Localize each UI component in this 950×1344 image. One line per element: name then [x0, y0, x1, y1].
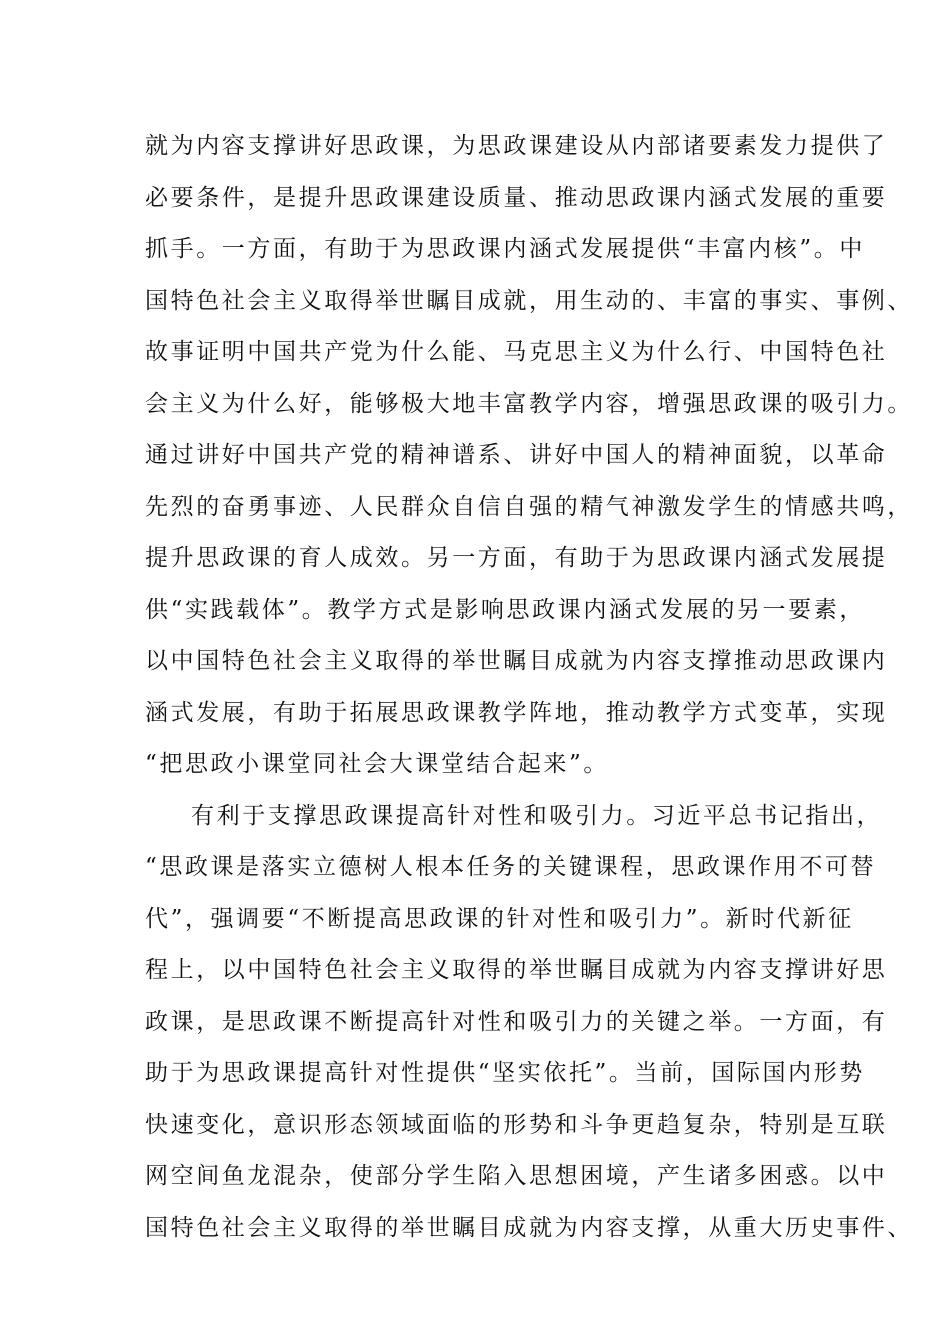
text-line: 政课，是思政课不断提高针对性和吸引力的关键之举。一方面，有	[145, 1008, 888, 1035]
text-line: 涵式发展，有助于拓展思政课教学阵地，推动教学方式变革，实现	[145, 699, 888, 726]
text-line: 通过讲好中国共产党的精神谱系、讲好中国人的精神面貌，以革命	[145, 442, 888, 468]
text-line: 故事证明中国共产党为什么能、马克思主义为什么行、中国特色社	[145, 339, 888, 365]
text-line: 抓手。一方面，有助于为思政课内涵式发展提供“丰富内核”。中	[145, 236, 865, 262]
text-line: 国特色社会主义取得举世瞩目成就，用生动的、丰富的事实、事例、	[145, 287, 913, 314]
paragraph-1	[145, 128, 913, 798]
text-line: 快速变化，意识形态领域面临的形势和斗争更趋复杂，特别是互联	[145, 1111, 888, 1138]
text-line: 有利于支撑思政课提高针对性和吸引力。习近平总书记指出，	[191, 802, 883, 829]
document-body	[145, 128, 913, 1261]
text-line: 必要条件，是提升思政课建设质量、推动思政课内涵式发展的重要	[145, 184, 888, 211]
text-line: 供“实践载体”。教学方式是影响思政课内涵式发展的另一要素，	[145, 596, 865, 623]
text-line: 先烈的奋勇事迹、人民群众自信自强的精气神激发学生的情感共鸣，	[145, 493, 913, 520]
text-line: 程上，以中国特色社会主义取得的举世瞩目成就为内容支撑讲好思	[145, 957, 888, 983]
paragraph-2	[145, 798, 913, 1262]
text-line: 以中国特色社会主义取得的举世瞩目成就为内容支撑推动思政课内	[145, 648, 888, 674]
text-line: 助于为思政课提高针对性提供“坚实依托”。当前，国际国内形势	[145, 1060, 865, 1086]
text-line: “思政课是落实立德树人根本任务的关键课程，思政课作用不可替	[145, 854, 877, 880]
text-line: 提升思政课的育人成效。另一方面，有助于为思政课内涵式发展提	[145, 545, 888, 571]
text-line: 就为内容支撑讲好思政课，为思政课建设从内部诸要素发力提供了	[145, 133, 888, 159]
text-line: 会主义为什么好，能够极大地丰富教学内容，增强思政课的吸引力。	[145, 390, 913, 417]
text-line: 代”，强调要“不断提高思政课的针对性和吸引力”。新时代新征	[145, 905, 854, 932]
text-line: 网空间鱼龙混杂，使部分学生陷入思想困境，产生诸多困惑。以中	[145, 1163, 888, 1189]
text-line: 国特色社会主义取得的举世瞩目成就为内容支撑，从重大历史事件、	[145, 1214, 913, 1241]
text-line: “把思政小课堂同社会大课堂结合起来”。	[145, 751, 609, 777]
